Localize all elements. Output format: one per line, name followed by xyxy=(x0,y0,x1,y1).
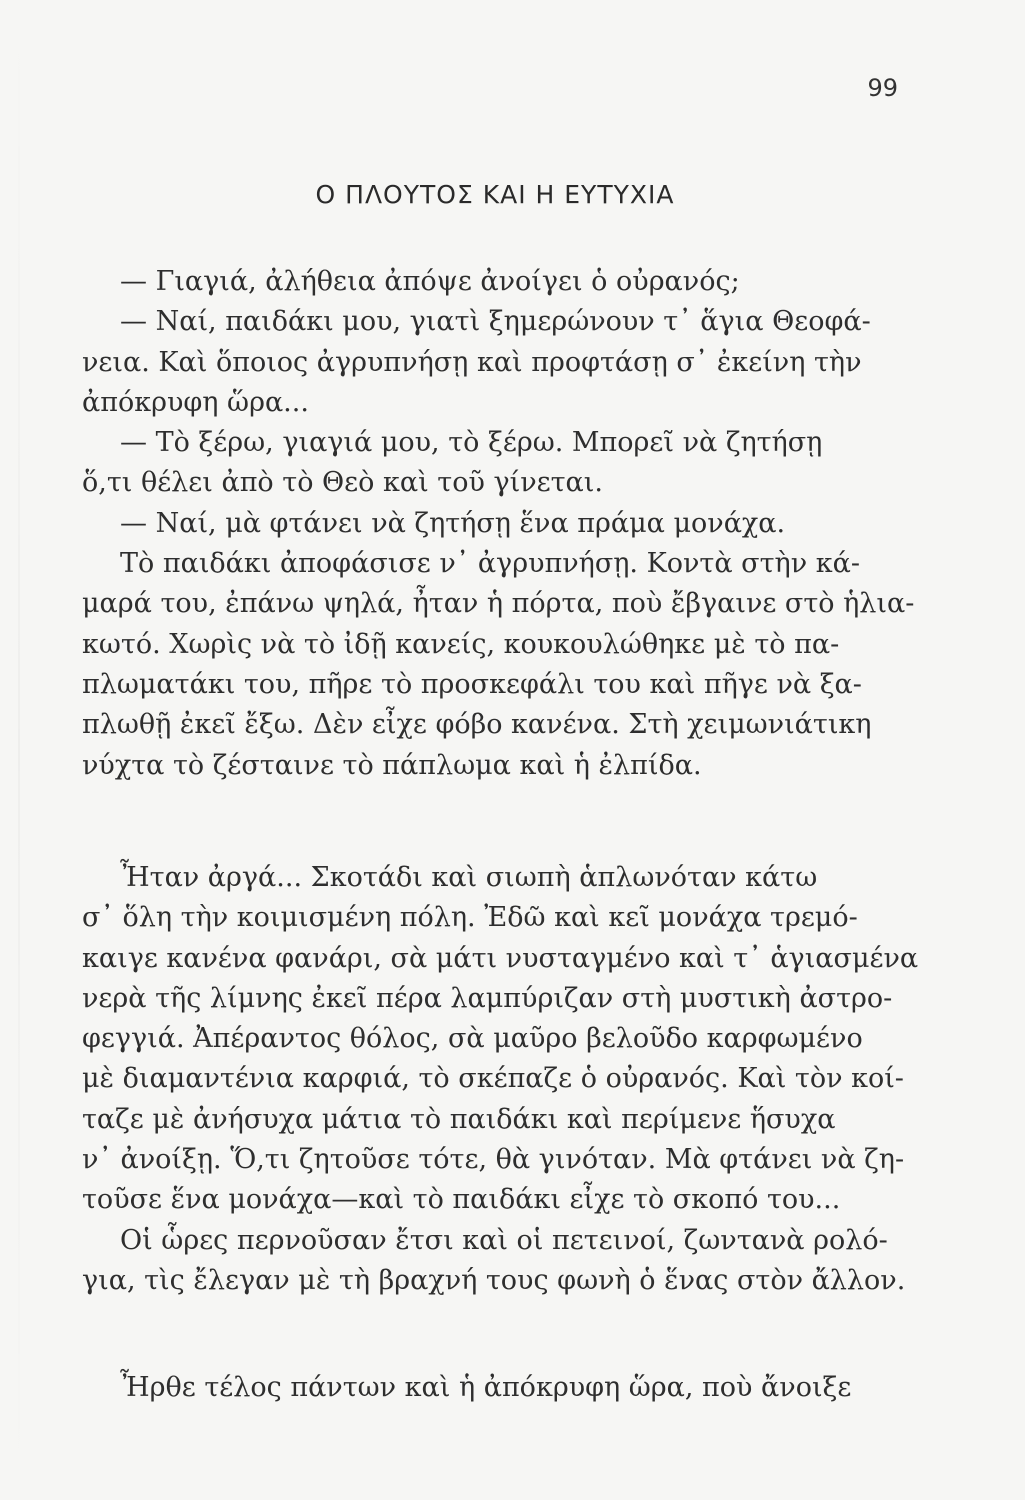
text-line: — Τὸ ξέρω, γιαγιά μου, τὸ ξέρω. Μπορεῖ νὰ ζητήσῃ xyxy=(120,427,823,459)
text-line: πλωματάκι του, πῆρε τὸ προσκεφάλι του καὶ πῆγε νὰ ξα- xyxy=(82,668,862,700)
paragraph-block-final xyxy=(82,1368,897,1408)
text-line: ἀπόκρυφη ὥρα... xyxy=(82,386,309,418)
text-line: σ᾿ ὅλη τὴν κοιμισμένη πόλη. Ἐδῶ καὶ κεῖ μονάχα τρεμό- xyxy=(82,902,858,934)
text-line: για, τὶς ἔλεγαν μὲ τὴ βραχνή τους φωνὴ ὁ ἕνας στὸν ἄλλον. xyxy=(82,1264,906,1296)
text-line: ν᾿ ἀνοίξῃ. Ὅ,τι ζητοῦσε τότε, θὰ γινόταν. Μὰ φτάνει νὰ ζη- xyxy=(82,1144,905,1176)
text-line: Ἦταν ἀργά... Σκοτάδι καὶ σιωπὴ ἁπλωνόταν κάτω xyxy=(120,862,818,893)
paragraph-block-dialogue xyxy=(82,262,915,786)
text-line: νεια. Καὶ ὅποιος ἀγρυπνήσῃ καὶ προφτάσῃ σ᾿ ἐκείνη τὴν xyxy=(82,346,862,378)
text-line: νύχτα τὸ ζέσταινε τὸ πάπλωμα καὶ ἡ ἐλπίδα. xyxy=(82,749,702,781)
text-line: καιγε κανένα φανάρι, σὰ μάτι νυσταγμένο καὶ τ᾿ ἁγιασμένα xyxy=(82,942,919,974)
scan-shadow xyxy=(18,0,20,1500)
text-line: πλωθῇ ἐκεῖ ἔξω. Δὲν εἶχε φόβο κανένα. Στὴ χειμωνιάτικη xyxy=(82,709,872,741)
text-line: — Ναί, παιδάκι μου, γιατὶ ξημερώνουν τ᾿ ἅγια Θεοφά- xyxy=(120,306,871,338)
text-line: ταζε μὲ ἀνήσυχα μάτια τὸ παιδάκι καὶ περίμενε ἥσυχα xyxy=(82,1103,836,1135)
text-line: μαρά του, ἐπάνω ψηλά, ἦταν ἡ πόρτα, ποὺ ἔβγαινε στὸ ἡλια- xyxy=(82,588,915,620)
text-line: — Γιαγιά, ἀλήθεια ἀπόψε ἀνοίγει ὁ οὐρανός; xyxy=(120,266,740,297)
text-line: ὅ,τι θέλει ἀπὸ τὸ Θεὸ καὶ τοῦ γίνεται. xyxy=(82,467,603,499)
chapter-title: Ο ΠΛΟΥΤΟΣ ΚΑΙ Η ΕΥΤΥΧΙΑ xyxy=(315,180,675,209)
text-line: — Ναί, μὰ φτάνει νὰ ζητήσῃ ἕνα πράμα μονάχα. xyxy=(120,507,786,539)
text-line: Οἱ ὧρες περνοῦσαν ἔτσι καὶ οἱ πετεινοί, ζωντανὰ ρολό- xyxy=(120,1224,888,1256)
text-line: τοῦσε ἕνα μονάχα—καὶ τὸ παιδάκι εἶχε τὸ σκοπό του... xyxy=(82,1184,841,1216)
text-line: κωτό. Χωρὶς νὰ τὸ ἰδῇ κανείς, κουκουλώθηκε μὲ τὸ πα- xyxy=(82,628,840,660)
text-line: Ἦρθε τέλος πάντων καὶ ἡ ἀπόκρυφη ὥρα, ποὺ ἄνοιξε xyxy=(120,1372,852,1403)
text-line: νερὰ τῆς λίμνης ἐκεῖ πέρα λαμπύριζαν στὴ μυστικὴ ἀστρο- xyxy=(82,982,893,1014)
text-line: μὲ διαμαντένια καρφιά, τὸ σκέπαζε ὁ οὐρανός. Καὶ τὸν κοί- xyxy=(82,1063,904,1095)
text-line: Τὸ παιδάκι ἀποφάσισε ν᾿ ἀγρυπνήσῃ. Κοντὰ στὴν κά- xyxy=(120,548,860,580)
text-line: φεγγιά. Ἀπέραντος θόλος, σὰ μαῦρο βελοῦδο καρφωμένο xyxy=(82,1023,863,1055)
page-number: 99 xyxy=(867,74,898,102)
paragraph-block-night xyxy=(82,858,919,1301)
